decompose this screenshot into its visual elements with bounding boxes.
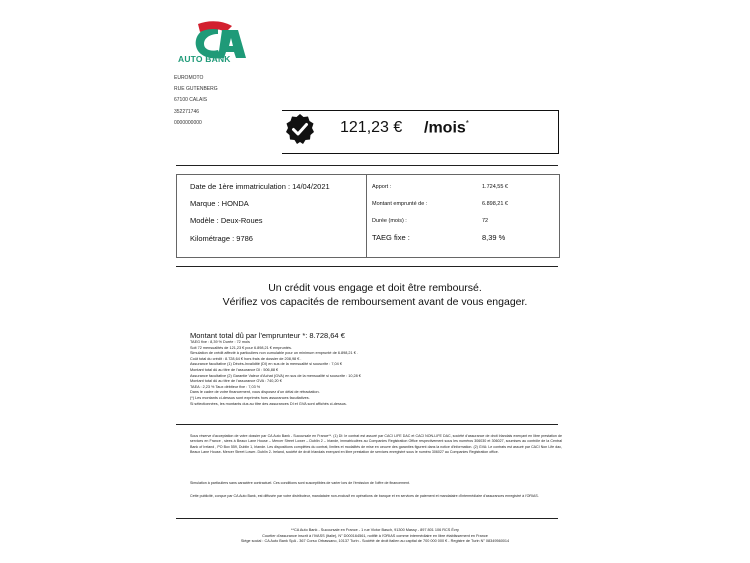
- dealer-line: RUE GUTENBERG: [174, 86, 218, 93]
- footer-line: Siège social : CA Auto Bank SpA - 367 Corso Orbassano, 10137 Turin - Société de droit italien au capital de 700 000 000 € - Registre de Turin N° 08349560014: [240, 539, 510, 544]
- warning-line-2: Vérifiez vos capacités de remboursement avant de vous engager.: [222, 296, 528, 308]
- brand-name: AUTO BANK: [178, 54, 231, 64]
- total-details: [190, 340, 361, 407]
- check-badge-icon: [284, 113, 316, 145]
- footer-line: Courtier d'assurance inscrit à l'IVASS (Italie), N° D000164561, notifié à l'ORIAS comme intermédiaire en libre établissement en France: [262, 533, 488, 538]
- dealer-line: 0000000000: [174, 119, 202, 126]
- dealer-address: [174, 73, 218, 129]
- detail-line: Assurance facultative (2) Garantie Valeur d'Achat (GVA) en sus de la mensualité si souscrite : 10,28 €: [190, 373, 361, 378]
- dealer-line: EUROMOTO: [174, 75, 204, 81]
- monthly-asterisk: *: [465, 119, 469, 128]
- detail-line: Montant total dû au titre de l'assurance DI : 506,88 €: [190, 367, 279, 372]
- divider: [176, 165, 558, 166]
- total-due-title: Montant total dû par l'emprunteur *: 8.728,64 €: [190, 331, 345, 340]
- detail-line: (*) Les montants ci-dessus sont exprimés hors assurances facultatives.: [190, 395, 310, 400]
- detail-line: Coût total du crédit : 8.728,64 € hors frais de dossier de 208,98 € .: [190, 356, 302, 361]
- monthly-unit: [424, 119, 469, 137]
- vehicle-brand: Marque : HONDA: [190, 199, 249, 208]
- monthly-unit-text: /mois: [424, 119, 466, 137]
- warning-line-1: Un crédit vous engage et doit être remboursé.: [268, 282, 482, 294]
- divider: [176, 518, 558, 519]
- duration-label: Durée (mois) :: [372, 218, 407, 224]
- divider: [176, 266, 558, 267]
- down-payment-label: Apport :: [372, 184, 392, 190]
- detail-line: Montant total dû au titre de l'assurance GVA : 740,20 €: [190, 379, 282, 384]
- detail-line: TAEA : 2,23 % Taux débiteur fixe : 7,03 %: [190, 384, 261, 389]
- first-registration: Date de 1ère immatriculation : 14/04/2021: [190, 182, 330, 191]
- detail-line: Simulation de crédit affecté à particuliers non cumulable pour un minimum emprunté de 6.898,21 € .: [190, 351, 358, 356]
- footer-line: **CA Auto Bank - Succursale en France - 1 rue Victor Basch, 91300 Massy - 897 801 106 RCS Évry: [291, 528, 459, 532]
- dealer-line: 352271746: [174, 108, 200, 115]
- legal-paragraph-1: Sous réserve d'acceptation de votre dossier par CA Auto Bank - Succursale en France**. (1) DI: le contrat est assuré par CACI LIFE DAC et CACI NON-LIFE DAC, société d'assurance de droit Irlandais exerçant en libre prestation de services en France , siees à Beaux Lane House – Mercer Street Lower – Dublin 2 – Irlande, immatriculées au Companies Registration Office respectivement sous les numéros 306030 et 306027, soumises au contrôle de la Central Bank of Ireland , PO Box 559, Dublin 1, Irlande. Les dispositions complètes du contrat, limites et modalités de mise en oeuvre des garanties figurent dans la notice d'information. (2) GVA: Le contrats est assuré par CACI Non Life dac, Beaux Lane House- Mercer Street Lower- Dublin 2- Ireland, société de droit Irlandais exerçant en libre prestation de services enregistré sous le numéro 306027 au Companies Registration office.: [190, 434, 562, 455]
- down-payment-value: 1.724,55 €: [482, 184, 508, 190]
- taeg-label: TAEG fixe :: [372, 233, 410, 242]
- detail-line: Dans le cadre de votre financement, vous disposez d'un délai de rétractation.: [190, 390, 320, 395]
- borrowed-amount-value: 6.898,21 €: [482, 201, 508, 207]
- vehicle-mileage: Kilométrage : 9786: [190, 234, 253, 243]
- detail-line: Soit 72 mensualités de 121,23 € pour 6.898,21 € empruntés.: [190, 345, 292, 350]
- monthly-amount: 121,23 €: [340, 119, 403, 136]
- borrowed-amount-label: Montant emprunté de :: [372, 201, 428, 207]
- detail-line: TAEG fixe : 8,39 % Durée : 72 mois: [190, 340, 250, 344]
- dealer-line: 67100 CALAIS: [174, 97, 208, 104]
- divider: [176, 424, 558, 425]
- footer: [176, 528, 574, 545]
- taeg-value: 8,39 %: [482, 233, 506, 242]
- legal-paragraph-3: Cette publicité, conçue par CA Auto Bank, est diffusée par votre distributeur, mandataire non-exclusif en opérations de banque et en services de paiement et mandataire d'intermédiaire d'assurances enregistré à l'ORIAS.: [190, 494, 539, 498]
- vehicle-model: Modèle : Deux-Roues: [190, 216, 263, 225]
- legal-paragraph-2: Simulation à particuliers sans caractère contractuel. Ces conditions sont susceptibles de varier lors de l'émission de l'offre de financement.: [190, 481, 411, 485]
- duration-value: 72: [482, 218, 489, 224]
- detail-line: Si sélectionnées, les montants dus au titre des assurances DI et GVA sont affichés ci-dessus.: [190, 401, 347, 406]
- panel-divider: [366, 174, 367, 258]
- detail-line: Assurance facultative (1) Décès-Invalidité (DI) en sus de la mensualité si souscrite : 7,04 €: [190, 362, 342, 367]
- monthly-payment-box: [282, 110, 559, 154]
